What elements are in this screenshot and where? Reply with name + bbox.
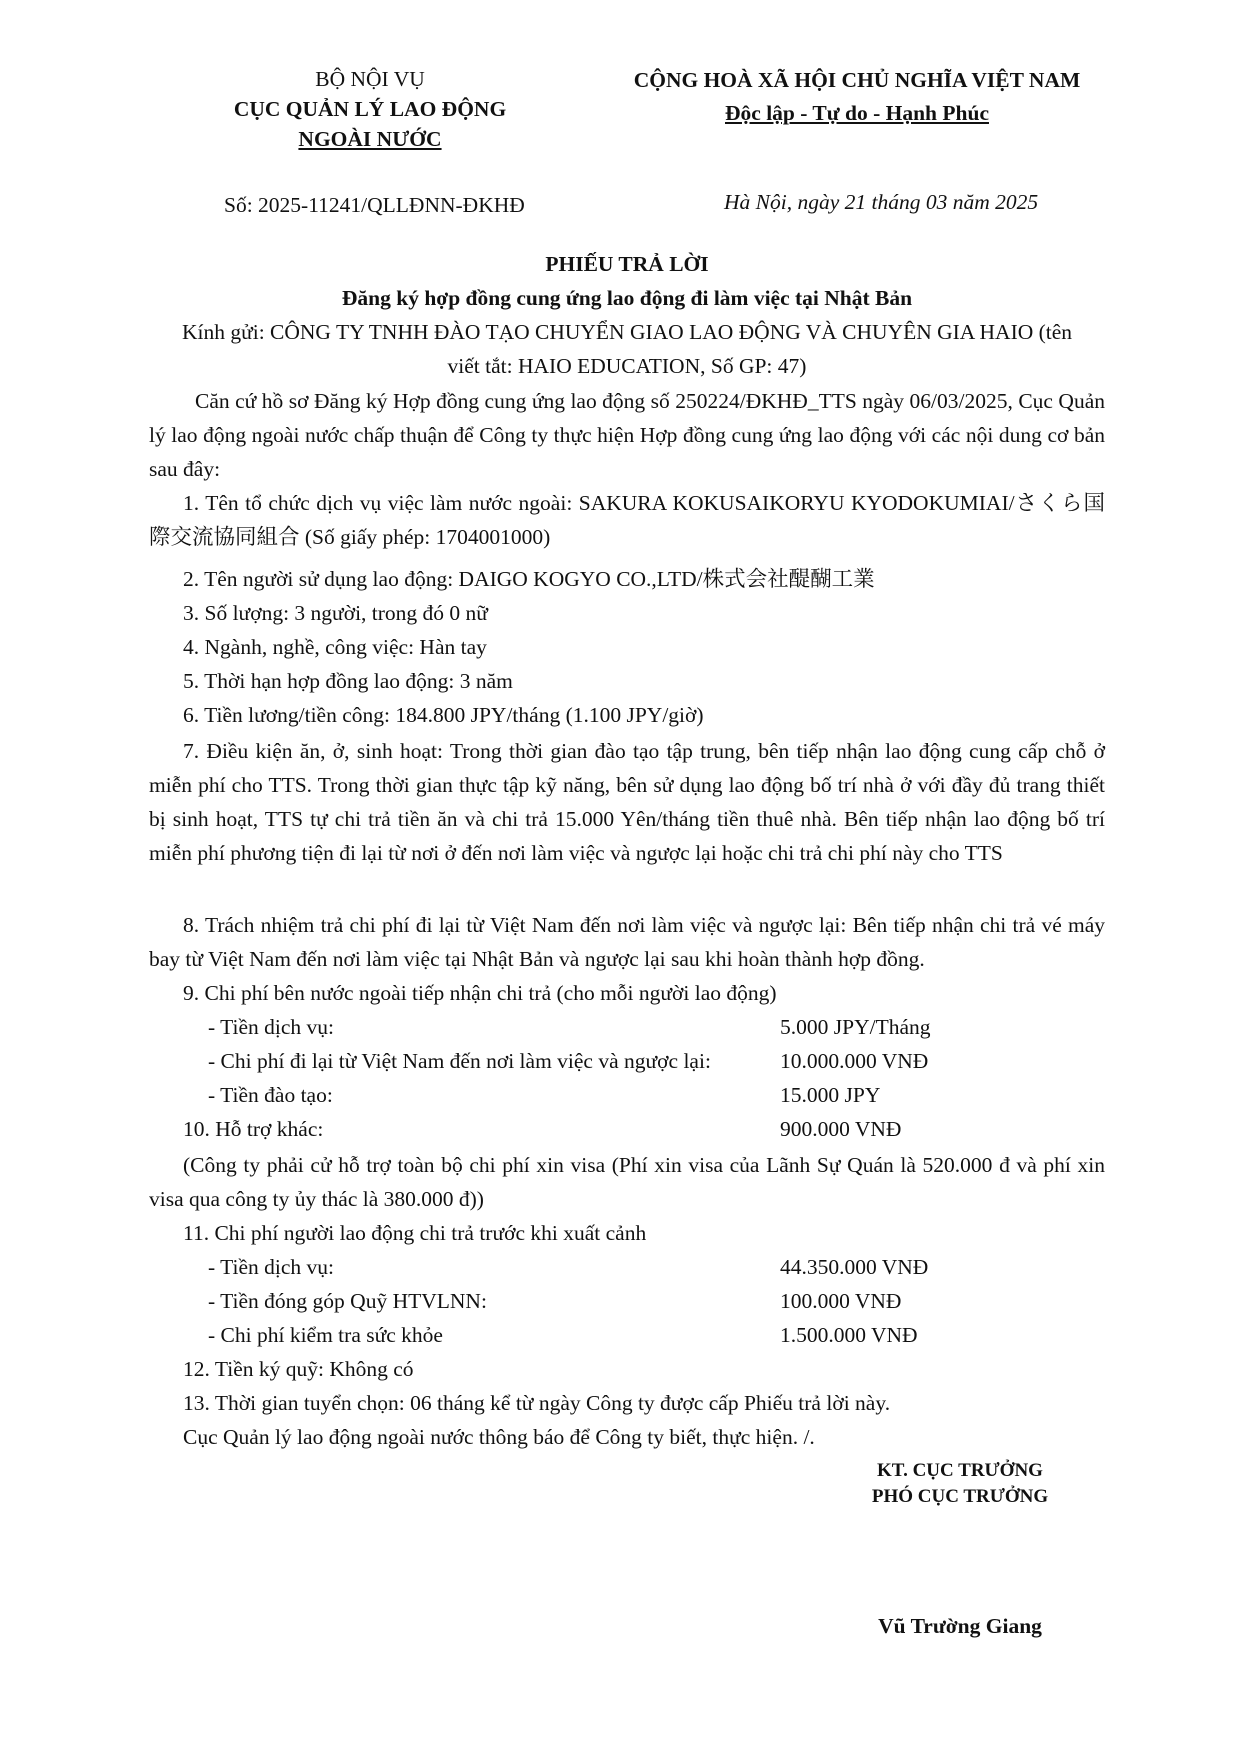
department-name-line1: CỤC QUẢN LÝ LAO ĐỘNG	[233, 97, 507, 121]
item-10-label: 10. Hỗ trợ khác:	[183, 1117, 324, 1141]
closing-statement: Cục Quản lý lao động ngoài nước thông báo để Công ty biết, thực hiện. /.	[183, 1425, 815, 1449]
item-6: 6. Tiền lương/tiền công: 184.800 JPY/tháng (1.100 JPY/giờ)	[183, 703, 704, 727]
item-8: 8. Trách nhiệm trả chi phí đi lại từ Việt Nam đến nơi làm việc và ngược lại: Bên tiếp nhận chi trả vé máy bay từ Việt Nam đến nơi làm việc tại Nhật Bản và ngược lại sau khi hoàn thành hợp đồng.	[149, 913, 1105, 971]
signer-name: Vũ Trường Giang	[878, 1614, 1042, 1638]
item-2: 2. Tên người sử dụng lao động: DAIGO KOGYO CO.,LTD/株式会社醍醐工業	[183, 567, 875, 591]
item-11a-value: 44.350.000 VNĐ	[780, 1255, 929, 1279]
document-title: PHIẾU TRẢ LỜI	[545, 252, 709, 276]
national-motto: Độc lập - Tự do - Hạnh Phúc	[725, 101, 989, 125]
item-10-value: 900.000 VNĐ	[780, 1117, 902, 1141]
item-7: 7. Điều kiện ăn, ở, sinh hoạt: Trong thời gian đào tạo tập trung, bên tiếp nhận lao động cung cấp chỗ ở miễn phí cho TTS. Trong thời gian thực tập kỹ năng, bên sử dụng lao động bố trí nhà ở với đầy đủ trang thiết bị sinh hoạt, TTS tự chi trả tiền ăn và chi trả 15.000 Yên/tháng tiền thuê nhà. Bên tiếp nhận lao động bố trí miễn phí phương tiện đi lại từ nơi ở đến nơi làm việc và ngược lại hoặc chi trả chi phí này cho TTS	[149, 739, 1105, 865]
document-subtitle: Đăng ký hợp đồng cung ứng lao động đi làm việc tại Nhật Bản	[341, 286, 913, 310]
recipient-line2: viết tắt: HAIO EDUCATION, Số GP: 47)	[447, 354, 807, 378]
item-11c-value: 1.500.000 VNĐ	[780, 1323, 918, 1347]
item-9c-value: 15.000 JPY	[780, 1083, 881, 1107]
document-number: Số: 2025-11241/QLLĐNN-ĐKHĐ	[224, 193, 525, 217]
item-9b-label: - Chi phí đi lại từ Việt Nam đến nơi làm việc và ngược lại:	[208, 1049, 711, 1073]
item-13: 13. Thời gian tuyển chọn: 06 tháng kể từ ngày Công ty được cấp Phiếu trả lời này.	[183, 1391, 891, 1415]
item-5: 5. Thời hạn hợp đồng lao động: 3 năm	[183, 669, 513, 693]
intro-paragraph: Căn cứ hồ sơ Đăng ký Hợp đồng cung ứng lao động số 250224/ĐKHĐ_TTS ngày 06/03/2025, Cục Quản lý lao động ngoài nước chấp thuận để Công ty thực hiện Hợp đồng cung ứng lao động với các nội dung cơ bản sau đây:	[149, 389, 1105, 481]
item-11c-label: - Chi phí kiểm tra sức khỏe	[208, 1323, 443, 1347]
item-11: 11. Chi phí người lao động chi trả trước khi xuất cảnh	[183, 1221, 647, 1245]
ministry-name: BỘ NỘI VỤ	[315, 67, 425, 91]
item-9a-value: 5.000 JPY/Tháng	[780, 1015, 931, 1039]
item-9a-label: - Tiền dịch vụ:	[208, 1015, 335, 1039]
item-9: 9. Chi phí bên nước ngoài tiếp nhận chi trả (cho mỗi người lao động)	[183, 981, 777, 1005]
place-and-date: Hà Nội, ngày 21 tháng 03 năm 2025	[724, 190, 1039, 214]
republic-name: CỘNG HOÀ XÃ HỘI CHỦ NGHĨA VIỆT NAM	[633, 68, 1081, 92]
item-11b-label: - Tiền đóng góp Quỹ HTVLNN:	[208, 1289, 487, 1313]
signature-title-line2: PHÓ CỤC TRƯỞNG	[871, 1486, 1049, 1507]
item-1: 1. Tên tổ chức dịch vụ việc làm nước ngoài: SAKURA KOKUSAIKORYU KYODOKUMIAI/さくら国際交流協同組合 (Số giấy phép: 1704001000)	[149, 491, 1105, 549]
recipient-line1: Kính gửi: CÔNG TY TNHH ĐÀO TẠO CHUYỂN GIAO LAO ĐỘNG VÀ CHUYÊN GIA HAIO (tên	[181, 320, 1073, 344]
item-9c-label: - Tiền đào tạo:	[208, 1083, 333, 1107]
item-11a-label: - Tiền dịch vụ:	[208, 1255, 335, 1279]
item-11b-value: 100.000 VNĐ	[780, 1289, 902, 1313]
right-header	[592, 64, 1122, 130]
department-name-line2: NGOÀI NƯỚC	[298, 127, 442, 151]
signature-title-line1: KT. CỤC TRƯỞNG	[877, 1460, 1043, 1481]
signature-block	[840, 1458, 1080, 1510]
item-12: 12. Tiền ký quỹ: Không có	[183, 1357, 414, 1381]
item-9b-value: 10.000.000 VNĐ	[780, 1049, 929, 1073]
item-4: 4. Ngành, nghề, công việc: Hàn tay	[183, 635, 487, 659]
item-3: 3. Số lượng: 3 người, trong đó 0 nữ	[183, 601, 488, 625]
item-10-note: (Công ty phải cử hỗ trợ toàn bộ chi phí xin visa (Phí xin visa của Lãnh Sự Quán là 520.000 đ và phí xin visa qua công ty ủy thác là 380.000 đ))	[149, 1153, 1105, 1211]
left-header	[220, 64, 520, 154]
